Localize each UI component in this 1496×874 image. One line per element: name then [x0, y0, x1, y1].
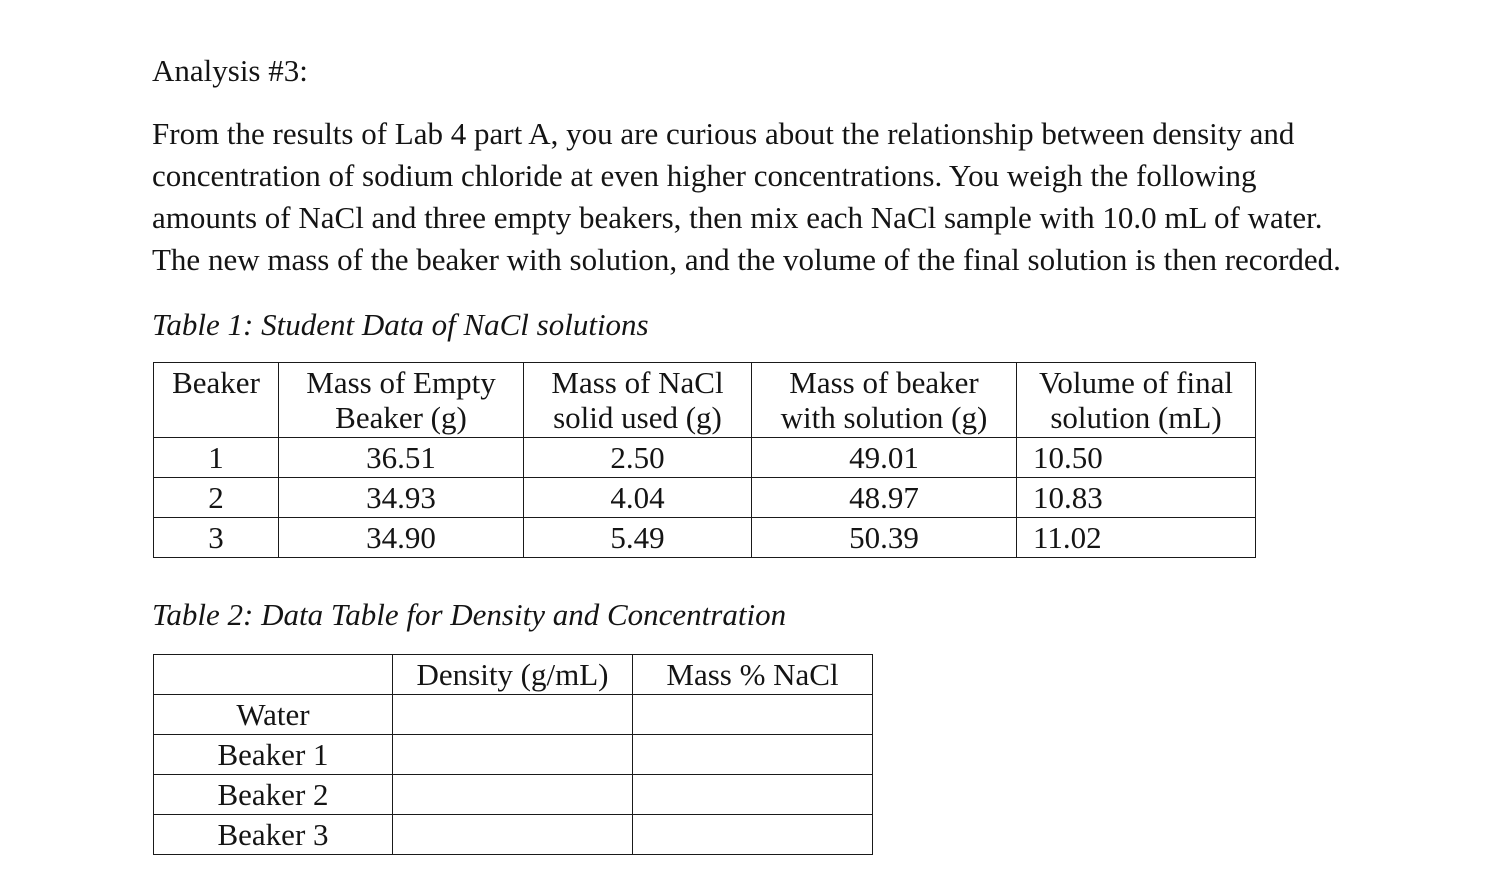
- table1-cell-beaker: 3: [154, 518, 279, 558]
- table1-cell-mass-empty: 34.93: [279, 478, 524, 518]
- table2-header-mass-percent: Mass % NaCl: [633, 655, 873, 695]
- table2-row-label: Water: [154, 695, 393, 735]
- table2-header-blank: [154, 655, 393, 695]
- density-input-cell[interactable]: [393, 735, 633, 775]
- mass-percent-input-cell[interactable]: [633, 695, 873, 735]
- table-row: [154, 478, 1256, 518]
- paragraph-line: The new mass of the beaker with solution, and the volume of the final solution is then recorded.: [152, 242, 1341, 277]
- table1-cell-volume: 10.50: [1017, 438, 1256, 478]
- mass-percent-input-cell[interactable]: [633, 815, 873, 855]
- table1-header-row: [154, 363, 1256, 438]
- density-input-cell[interactable]: [393, 815, 633, 855]
- intro-paragraph: [152, 113, 1462, 281]
- table-row: [154, 518, 1256, 558]
- table1-cell-mass-nacl: 4.04: [524, 478, 752, 518]
- table1-cell-mass-empty: 36.51: [279, 438, 524, 478]
- density-concentration-table: [153, 654, 873, 855]
- density-input-cell[interactable]: [393, 695, 633, 735]
- table1-cell-mass-nacl: 2.50: [524, 438, 752, 478]
- table2-row-label: Beaker 3: [154, 815, 393, 855]
- table2-row-label: Beaker 2: [154, 775, 393, 815]
- table1-cell-mass-nacl: 5.49: [524, 518, 752, 558]
- paragraph-line: amounts of NaCl and three empty beakers, then mix each NaCl sample with 10.0 mL of water.: [152, 200, 1323, 235]
- table-row: [154, 775, 873, 815]
- mass-percent-input-cell[interactable]: [633, 735, 873, 775]
- mass-percent-input-cell[interactable]: [633, 775, 873, 815]
- table1-cell-volume: 11.02: [1017, 518, 1256, 558]
- table1-cell-mass-solution: 50.39: [752, 518, 1017, 558]
- table1-cell-volume: 10.83: [1017, 478, 1256, 518]
- density-input-cell[interactable]: [393, 775, 633, 815]
- table1-header-volume-final: Volume of final solution (mL): [1017, 363, 1256, 438]
- table2-caption: Table 2: Data Table for Density and Concentration: [152, 597, 787, 632]
- table1-caption: Table 1: Student Data of NaCl solutions: [152, 307, 649, 342]
- table1-cell-mass-empty: 34.90: [279, 518, 524, 558]
- table1-cell-beaker: 2: [154, 478, 279, 518]
- table-row: [154, 695, 873, 735]
- paragraph-line: concentration of sodium chloride at even higher concentrations. You weigh the following: [152, 158, 1257, 193]
- table-row: [154, 735, 873, 775]
- table1-header-mass-beaker-solution: Mass of beaker with solution (g): [752, 363, 1017, 438]
- table-row: [154, 815, 873, 855]
- table2-header-density: Density (g/mL): [393, 655, 633, 695]
- table1-header-beaker: Beaker: [154, 363, 279, 438]
- table2-header-row: [154, 655, 873, 695]
- paragraph-line: From the results of Lab 4 part A, you are curious about the relationship between density and: [152, 116, 1295, 151]
- table1-header-mass-nacl: Mass of NaCl solid used (g): [524, 363, 752, 438]
- table-row: [154, 438, 1256, 478]
- student-data-table: [153, 362, 1256, 558]
- table1-cell-mass-solution: 48.97: [752, 478, 1017, 518]
- table2-row-label: Beaker 1: [154, 735, 393, 775]
- table1-header-mass-empty-beaker: Mass of Empty Beaker (g): [279, 363, 524, 438]
- page-heading: Analysis #3:: [152, 53, 308, 88]
- table1-cell-mass-solution: 49.01: [752, 438, 1017, 478]
- table1-cell-beaker: 1: [154, 438, 279, 478]
